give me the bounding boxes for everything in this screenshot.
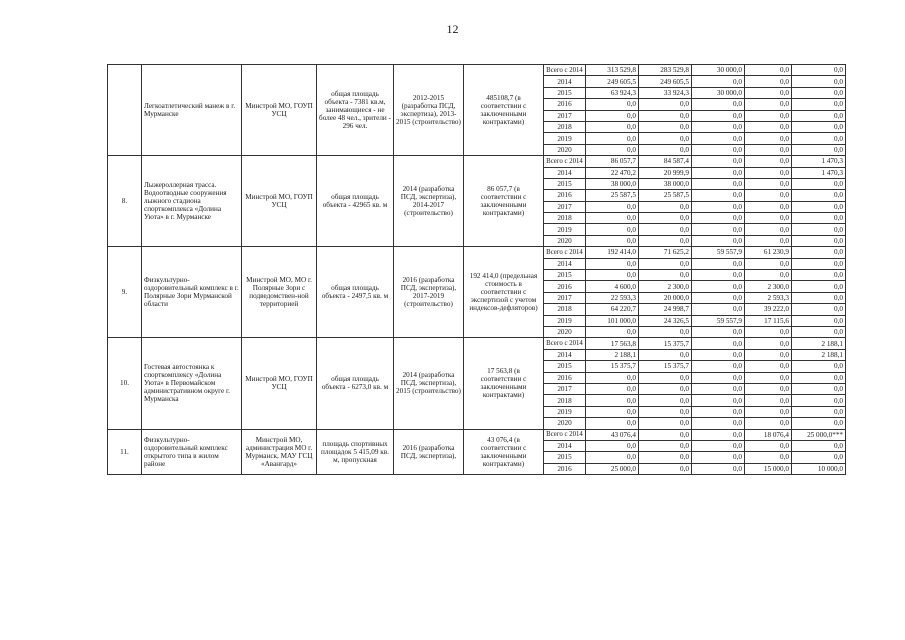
amount-federal: 59 557,9 xyxy=(692,247,745,258)
amount-total: 0,0 xyxy=(586,235,639,246)
amount-total: 0,0 xyxy=(586,224,639,235)
project-capacity: общая площадь объекта - 7381 кв.м, занимающиеся - не более 48 чел., зрители - 296 чел. xyxy=(317,65,394,156)
amount-regional: 0,0 xyxy=(639,235,692,246)
amount-extra: 0,0 xyxy=(792,361,846,372)
amount-regional: 0,0 xyxy=(639,133,692,144)
project-capacity: общая площадь объекта - 2497,5 кв. м xyxy=(317,247,394,338)
project-period: 2016 (разработка ПСД, экспертиза), 2017-2019 (строительство) xyxy=(394,247,464,338)
amount-municipal: 0,0 xyxy=(745,452,792,463)
amount-extra: 2 188,1 xyxy=(792,349,846,360)
amount-extra: 10 000,0 xyxy=(792,463,846,474)
project-num: 8. xyxy=(108,156,142,247)
amount-total: 0,0 xyxy=(586,326,639,337)
year-cell: 2016 xyxy=(544,281,586,292)
amount-federal: 0,0 xyxy=(692,361,745,372)
project-capacity: площадь спортивных площадок 5 415,09 кв. м, пропускная xyxy=(317,429,394,475)
amount-total: 22 593,3 xyxy=(586,292,639,303)
year-cell: 2016 xyxy=(544,372,586,383)
amount-extra: 2 188,1 xyxy=(792,338,846,349)
amount-total: 0,0 xyxy=(586,440,639,451)
amount-federal: 59 557,9 xyxy=(692,315,745,326)
amount-municipal: 15 000,0 xyxy=(745,463,792,474)
amount-municipal: 0,0 xyxy=(745,270,792,281)
project-name: Физкультурно-оздоровительный комплекс в г. Полярные Зори Мурманской области xyxy=(142,247,242,338)
project-num xyxy=(108,65,142,156)
year-cell: 2016 xyxy=(544,99,586,110)
amount-municipal: 0,0 xyxy=(745,418,792,429)
table-row xyxy=(108,247,846,258)
amount-municipal: 0,0 xyxy=(745,144,792,155)
amount-federal: 0,0 xyxy=(692,372,745,383)
amount-regional: 0,0 xyxy=(639,121,692,132)
table-row xyxy=(108,338,846,349)
amount-total: 2 188,1 xyxy=(586,349,639,360)
amount-regional: 71 625,2 xyxy=(639,247,692,258)
amount-regional: 0,0 xyxy=(639,372,692,383)
year-cell: 2017 xyxy=(544,383,586,394)
amount-extra: 1 470,3 xyxy=(792,156,846,167)
amount-extra: 0,0 xyxy=(792,76,846,87)
amount-municipal: 0,0 xyxy=(745,326,792,337)
amount-regional: 0,0 xyxy=(639,270,692,281)
amount-municipal: 0,0 xyxy=(745,178,792,189)
project-executor: Минстрой МО, ГОУП УСЦ xyxy=(242,65,317,156)
amount-federal: 0,0 xyxy=(692,281,745,292)
project-period: 2014 (разработка ПСД, экспертиза), 2014-2017 (строительство) xyxy=(394,156,464,247)
amount-total: 64 220,7 xyxy=(586,304,639,315)
year-cell: 2020 xyxy=(544,144,586,155)
amount-extra: 0,0 xyxy=(792,247,846,258)
year-cell: 2015 xyxy=(544,452,586,463)
project-cost: 17 563,8 (в соответствии с заключенными контрактами) xyxy=(464,338,544,429)
amount-regional: 24 326,5 xyxy=(639,315,692,326)
amount-municipal: 0,0 xyxy=(745,338,792,349)
year-cell: 2018 xyxy=(544,121,586,132)
amount-extra: 1 470,3 xyxy=(792,167,846,178)
amount-municipal: 0,0 xyxy=(745,87,792,98)
amount-total: 0,0 xyxy=(586,213,639,224)
amount-federal: 0,0 xyxy=(692,326,745,337)
amount-federal: 0,0 xyxy=(692,463,745,474)
amount-regional: 0,0 xyxy=(639,326,692,337)
year-cell: 2020 xyxy=(544,235,586,246)
amount-municipal: 0,0 xyxy=(745,121,792,132)
amount-extra: 0,0 xyxy=(792,395,846,406)
year-cell: 2015 xyxy=(544,361,586,372)
amount-extra: 0,0 xyxy=(792,144,846,155)
amount-federal: 0,0 xyxy=(692,440,745,451)
amount-municipal: 0,0 xyxy=(745,383,792,394)
amount-federal: 0,0 xyxy=(692,429,745,440)
amount-federal: 0,0 xyxy=(692,201,745,212)
amount-extra: 0,0 xyxy=(792,190,846,201)
amount-extra: 0,0 xyxy=(792,133,846,144)
year-cell: 2019 xyxy=(544,133,586,144)
amount-federal: 0,0 xyxy=(692,224,745,235)
amount-municipal: 0,0 xyxy=(745,372,792,383)
project-capacity: общая площадь объекта - 6273,0 кв. м xyxy=(317,338,394,429)
amount-municipal: 0,0 xyxy=(745,110,792,121)
amount-regional: 20 999,9 xyxy=(639,167,692,178)
amount-municipal: 0,0 xyxy=(745,361,792,372)
year-cell: 2019 xyxy=(544,406,586,417)
amount-extra: 0,0 xyxy=(792,213,846,224)
amount-municipal: 0,0 xyxy=(745,224,792,235)
amount-municipal: 0,0 xyxy=(745,213,792,224)
amount-regional: 0,0 xyxy=(639,224,692,235)
amount-extra: 0,0 xyxy=(792,121,846,132)
year-cell: Всего с 2014 xyxy=(544,247,586,258)
amount-total: 0,0 xyxy=(586,121,639,132)
amount-total: 101 000,0 xyxy=(586,315,639,326)
amount-total: 0,0 xyxy=(586,383,639,394)
amount-regional: 0,0 xyxy=(639,429,692,440)
amount-extra: 0,0 xyxy=(792,258,846,269)
year-cell: 2015 xyxy=(544,87,586,98)
amount-federal: 0,0 xyxy=(692,292,745,303)
amount-municipal: 0,0 xyxy=(745,258,792,269)
amount-total: 0,0 xyxy=(586,406,639,417)
amount-federal: 0,0 xyxy=(692,99,745,110)
amount-total: 0,0 xyxy=(586,372,639,383)
amount-total: 43 076,4 xyxy=(586,429,639,440)
project-num: 9. xyxy=(108,247,142,338)
amount-regional: 15 375,7 xyxy=(639,361,692,372)
amount-municipal: 0,0 xyxy=(745,406,792,417)
amount-regional: 33 924,3 xyxy=(639,87,692,98)
program-table xyxy=(107,64,846,475)
page-number: 12 xyxy=(446,22,459,36)
year-cell: 2014 xyxy=(544,349,586,360)
amount-federal: 0,0 xyxy=(692,452,745,463)
amount-extra: 0,0 xyxy=(792,418,846,429)
amount-regional: 0,0 xyxy=(639,201,692,212)
amount-extra: 0,0 xyxy=(792,452,846,463)
amount-federal: 0,0 xyxy=(692,304,745,315)
amount-federal: 0,0 xyxy=(692,133,745,144)
year-cell: 2014 xyxy=(544,258,586,269)
project-period: 2012-2015 (разработка ПСД, экспертиза), 2013-2015 (строительство) xyxy=(394,65,464,156)
amount-federal: 0,0 xyxy=(692,270,745,281)
amount-total: 0,0 xyxy=(586,144,639,155)
project-executor: Минстрой МО, ГОУП УСЦ xyxy=(242,338,317,429)
year-cell: Всего с 2014 xyxy=(544,65,586,76)
amount-municipal: 0,0 xyxy=(745,156,792,167)
year-cell: 2020 xyxy=(544,326,586,337)
amount-municipal: 0,0 xyxy=(745,235,792,246)
amount-total: 313 529,8 xyxy=(586,65,639,76)
amount-regional: 0,0 xyxy=(639,383,692,394)
amount-federal: 30 000,0 xyxy=(692,65,745,76)
amount-federal: 0,0 xyxy=(692,178,745,189)
year-cell: 2014 xyxy=(544,440,586,451)
table-row xyxy=(108,429,846,440)
amount-extra: 0,0 xyxy=(792,406,846,417)
amount-regional: 0,0 xyxy=(639,452,692,463)
amount-extra: 0,0 xyxy=(792,224,846,235)
amount-regional: 84 587,4 xyxy=(639,156,692,167)
amount-municipal: 61 230,9 xyxy=(745,247,792,258)
year-cell: 2016 xyxy=(544,463,586,474)
amount-extra: 0,0 xyxy=(792,65,846,76)
amount-municipal: 0,0 xyxy=(745,201,792,212)
project-cost: 192 414,0 (предельная стоимость в соответствии с экспертизой с учетом индексов-дефляторов) xyxy=(464,247,544,338)
amount-municipal: 0,0 xyxy=(745,349,792,360)
amount-extra: 0,0 xyxy=(792,383,846,394)
amount-federal: 0,0 xyxy=(692,395,745,406)
amount-extra: 0,0 xyxy=(792,99,846,110)
amount-total: 0,0 xyxy=(586,99,639,110)
amount-federal: 0,0 xyxy=(692,418,745,429)
project-cost: 86 057,7 (в соответствии с заключенными контрактами) xyxy=(464,156,544,247)
year-cell: 2014 xyxy=(544,76,586,87)
year-cell: 2019 xyxy=(544,224,586,235)
amount-municipal: 0,0 xyxy=(745,99,792,110)
year-cell: 2020 xyxy=(544,418,586,429)
project-executor: Минстрой МО, ГОУП УСЦ xyxy=(242,156,317,247)
amount-federal: 0,0 xyxy=(692,383,745,394)
project-num: 10. xyxy=(108,338,142,429)
amount-extra: 25 000,0*** xyxy=(792,429,846,440)
year-cell: 2019 xyxy=(544,315,586,326)
amount-federal: 0,0 xyxy=(692,258,745,269)
amount-federal: 0,0 xyxy=(692,110,745,121)
amount-extra: 0,0 xyxy=(792,270,846,281)
amount-regional: 249 605,5 xyxy=(639,76,692,87)
year-cell: 2017 xyxy=(544,292,586,303)
project-executor: Минстрой МО, МО г. Полярные Зори с подведомствен-ной территорией xyxy=(242,247,317,338)
amount-extra: 0,0 xyxy=(792,292,846,303)
project-period: 2014 (разработка ПСД, экспертиза), 2015 (строительство) xyxy=(394,338,464,429)
project-name: Физкультурно-оздоровительный комплекс открытого типа в жилом районе xyxy=(142,429,242,475)
project-num: 11. xyxy=(108,429,142,475)
amount-municipal: 0,0 xyxy=(745,190,792,201)
project-name: Гостевая автостоянка к спорткомплексу «Долина Уюта» в Первомайском административном округе г. Мурманска xyxy=(142,338,242,429)
amount-regional: 15 375,7 xyxy=(639,338,692,349)
amount-total: 25 587,5 xyxy=(586,190,639,201)
amount-municipal: 0,0 xyxy=(745,133,792,144)
amount-extra: 0,0 xyxy=(792,281,846,292)
amount-federal: 0,0 xyxy=(692,338,745,349)
year-cell: 2018 xyxy=(544,213,586,224)
amount-total: 0,0 xyxy=(586,270,639,281)
year-cell: 2015 xyxy=(544,178,586,189)
year-cell: 2015 xyxy=(544,270,586,281)
amount-regional: 24 998,7 xyxy=(639,304,692,315)
year-cell: 2017 xyxy=(544,201,586,212)
table-row xyxy=(108,65,846,76)
table-row xyxy=(108,156,846,167)
amount-total: 0,0 xyxy=(586,110,639,121)
amount-total: 249 605,5 xyxy=(586,76,639,87)
amount-municipal: 2 300,0 xyxy=(745,281,792,292)
table-body xyxy=(108,65,846,475)
amount-extra: 0,0 xyxy=(792,326,846,337)
amount-total: 63 924,3 xyxy=(586,87,639,98)
amount-municipal: 39 222,0 xyxy=(745,304,792,315)
amount-regional: 38 000,0 xyxy=(639,178,692,189)
amount-extra: 0,0 xyxy=(792,87,846,98)
year-cell: 2018 xyxy=(544,395,586,406)
amount-extra: 0,0 xyxy=(792,110,846,121)
amount-total: 0,0 xyxy=(586,258,639,269)
amount-federal: 0,0 xyxy=(692,167,745,178)
amount-total: 192 414,0 xyxy=(586,247,639,258)
amount-municipal: 0,0 xyxy=(745,65,792,76)
amount-total: 25 000,0 xyxy=(586,463,639,474)
amount-federal: 0,0 xyxy=(692,190,745,201)
amount-federal: 0,0 xyxy=(692,213,745,224)
amount-extra: 0,0 xyxy=(792,201,846,212)
amount-total: 4 600,0 xyxy=(586,281,639,292)
amount-regional: 0,0 xyxy=(639,418,692,429)
amount-federal: 0,0 xyxy=(692,76,745,87)
year-cell: Всего с 2014 xyxy=(544,429,586,440)
amount-total: 0,0 xyxy=(586,201,639,212)
amount-regional: 0,0 xyxy=(639,258,692,269)
amount-extra: 0,0 xyxy=(792,178,846,189)
amount-regional: 0,0 xyxy=(639,110,692,121)
amount-regional: 20 000,0 xyxy=(639,292,692,303)
amount-total: 0,0 xyxy=(586,133,639,144)
amount-municipal: 2 593,3 xyxy=(745,292,792,303)
amount-regional: 0,0 xyxy=(639,463,692,474)
year-cell: 2014 xyxy=(544,167,586,178)
amount-federal: 30 000,0 xyxy=(692,87,745,98)
project-cost: 485108,7 (в соответствии с заключенными контрактами) xyxy=(464,65,544,156)
amount-total: 17 563,8 xyxy=(586,338,639,349)
project-cost: 43 076,4 (в соответствии с заключенными контрактами) xyxy=(464,429,544,475)
amount-regional: 0,0 xyxy=(639,406,692,417)
amount-total: 0,0 xyxy=(586,452,639,463)
amount-federal: 0,0 xyxy=(692,156,745,167)
amount-regional: 283 529,8 xyxy=(639,65,692,76)
amount-extra: 0,0 xyxy=(792,315,846,326)
amount-extra: 0,0 xyxy=(792,304,846,315)
amount-regional: 0,0 xyxy=(639,349,692,360)
amount-total: 0,0 xyxy=(586,395,639,406)
amount-regional: 0,0 xyxy=(639,99,692,110)
amount-regional: 25 587,5 xyxy=(639,190,692,201)
amount-federal: 0,0 xyxy=(692,144,745,155)
amount-extra: 0,0 xyxy=(792,440,846,451)
amount-total: 22 470,2 xyxy=(586,167,639,178)
project-capacity: общая площадь объекта - 42965 кв. м xyxy=(317,156,394,247)
amount-municipal: 17 115,6 xyxy=(745,315,792,326)
amount-regional: 0,0 xyxy=(639,213,692,224)
amount-total: 86 057,7 xyxy=(586,156,639,167)
amount-federal: 0,0 xyxy=(692,121,745,132)
amount-municipal: 0,0 xyxy=(745,167,792,178)
amount-federal: 0,0 xyxy=(692,235,745,246)
amount-total: 15 375,7 xyxy=(586,361,639,372)
amount-total: 0,0 xyxy=(586,418,639,429)
amount-municipal: 0,0 xyxy=(745,76,792,87)
amount-municipal: 0,0 xyxy=(745,395,792,406)
year-cell: 2016 xyxy=(544,190,586,201)
amount-federal: 0,0 xyxy=(692,406,745,417)
project-executor: Минстрой МО, администрация МО г. Мурманск, МАУ ГСЦ «Авангард» xyxy=(242,429,317,475)
year-cell: 2018 xyxy=(544,304,586,315)
amount-federal: 0,0 xyxy=(692,349,745,360)
amount-extra: 0,0 xyxy=(792,372,846,383)
project-name: Легкоатлетический манеж в г. Мурманске xyxy=(142,65,242,156)
year-cell: 2017 xyxy=(544,110,586,121)
amount-regional: 2 300,0 xyxy=(639,281,692,292)
amount-extra: 0,0 xyxy=(792,235,846,246)
amount-municipal: 18 076,4 xyxy=(745,429,792,440)
year-cell: Всего с 2014 xyxy=(544,338,586,349)
amount-regional: 0,0 xyxy=(639,440,692,451)
amount-regional: 0,0 xyxy=(639,395,692,406)
amount-municipal: 0,0 xyxy=(745,440,792,451)
year-cell: Всего с 2014 xyxy=(544,156,586,167)
project-period: 2016 (разработка ПСД, экспертиза), xyxy=(394,429,464,475)
amount-total: 38 000,0 xyxy=(586,178,639,189)
amount-regional: 0,0 xyxy=(639,144,692,155)
project-name: Лыжероллерная трасса. Водоотводные сооружения лыжного стадиона спорткомплекса «Долина Уюта» в г. Мурманске xyxy=(142,156,242,247)
